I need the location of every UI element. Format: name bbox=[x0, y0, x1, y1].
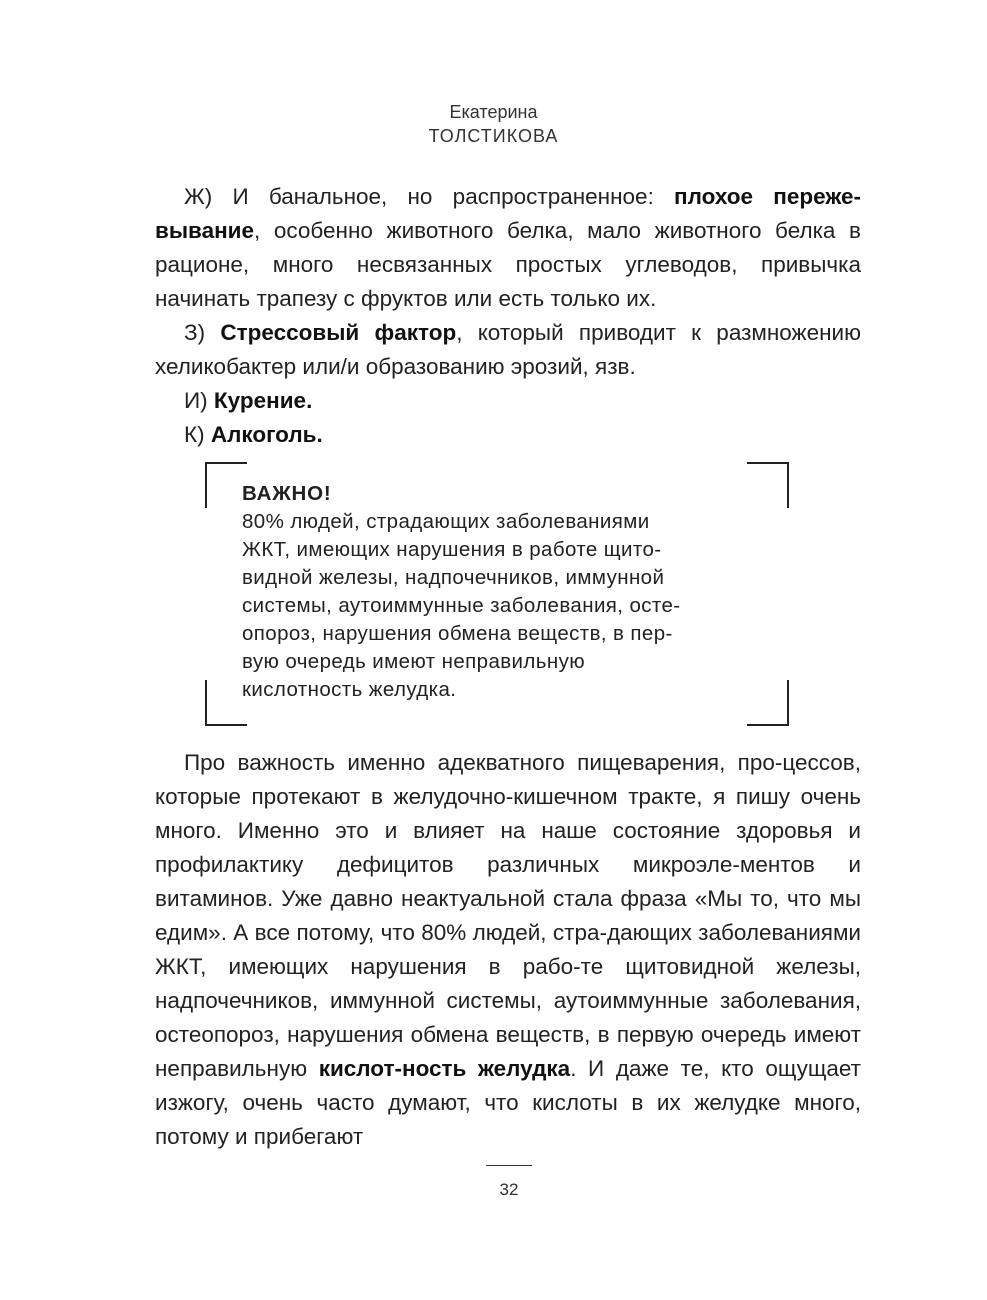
callout-body bbox=[242, 480, 750, 704]
paragraph-text: З) bbox=[184, 320, 221, 345]
paragraph-text: . И даже те, кто ощущает изжогу, очень часто думают, что кислоты в их желудке много, потому и прибегают bbox=[155, 1056, 861, 1149]
paragraph-text: , особенно животного белка, мало животного белка в рационе, много несвязанных простых углеводов, привычка начинать трапезу с фруктов или есть только их. bbox=[155, 218, 861, 311]
bold-term: Курение. bbox=[213, 388, 313, 413]
author-last-name: ТОЛСТИКОВА bbox=[428, 126, 559, 146]
callout-line: видной железы, надпочечников, иммунной bbox=[242, 566, 665, 589]
running-header bbox=[0, 100, 987, 148]
paragraph-text: И) bbox=[184, 388, 214, 413]
paragraph-i bbox=[155, 384, 861, 418]
corner-bracket-bottom-right bbox=[747, 680, 789, 726]
bold-term: плохое переже-вывание bbox=[155, 184, 861, 243]
paragraph-text: , который приводит к размножению хеликобактер или/и образованию эрозий, язв. bbox=[155, 320, 861, 379]
callout-line: кислотность желудка. bbox=[242, 678, 457, 701]
bold-term: Стрессовый фактор bbox=[220, 320, 457, 345]
callout-line: 80% людей, страдающих заболеваниями bbox=[242, 510, 650, 533]
bold-term: кислот-ность желудка bbox=[318, 1056, 571, 1081]
footer-rule bbox=[486, 1165, 532, 1166]
paragraph-text: К) bbox=[184, 422, 211, 447]
callout-line: вую очередь имеют неправильную bbox=[242, 650, 585, 673]
callout-line: опороз, нарушения обмена веществ, в пер- bbox=[242, 622, 673, 645]
paragraph-digestion bbox=[155, 746, 861, 1154]
corner-bracket-top-left bbox=[205, 462, 247, 508]
corner-bracket-bottom-left bbox=[205, 680, 247, 726]
paragraph-text: Ж) И банальное, но распространенное: bbox=[184, 184, 675, 209]
callout-title: ВАЖНО! bbox=[242, 482, 332, 505]
corner-bracket-top-right bbox=[747, 462, 789, 508]
page-number: 32 bbox=[499, 1180, 519, 1199]
paragraph-k bbox=[155, 418, 861, 452]
paragraph-z bbox=[155, 316, 861, 384]
important-callout bbox=[205, 462, 789, 726]
text-block-top bbox=[155, 180, 861, 452]
callout-line: ЖКТ, имеющих нарушения в работе щито- bbox=[242, 538, 662, 561]
text-block-bottom bbox=[155, 746, 861, 1154]
bold-term: Алкоголь. bbox=[210, 422, 323, 447]
paragraph-text: Про важность именно адекватного пищеварения, про-цессов, которые протекают в желудочно-кишечном тракте, я пишу очень много. Именно это и влияет на наше состояние здоровья и профилактику дефицитов различных микроэле-ментов и витаминов. Уже давно неактуальной стала фраза «Мы то, что мы едим». А все потому, что 80% людей, стра-дающих заболеваниями ЖКТ, имеющих нарушения в рабо-те щитовидной железы, надпочечников, иммунной системы, аутоиммунные заболевания, остеопороз, нарушения обмена веществ, в первую очередь имеют неправильную bbox=[155, 750, 861, 1081]
paragraph-zh bbox=[155, 180, 861, 316]
callout-line: системы, аутоиммунные заболевания, осте- bbox=[242, 594, 681, 617]
author-first-name: Екатерина bbox=[449, 102, 538, 122]
